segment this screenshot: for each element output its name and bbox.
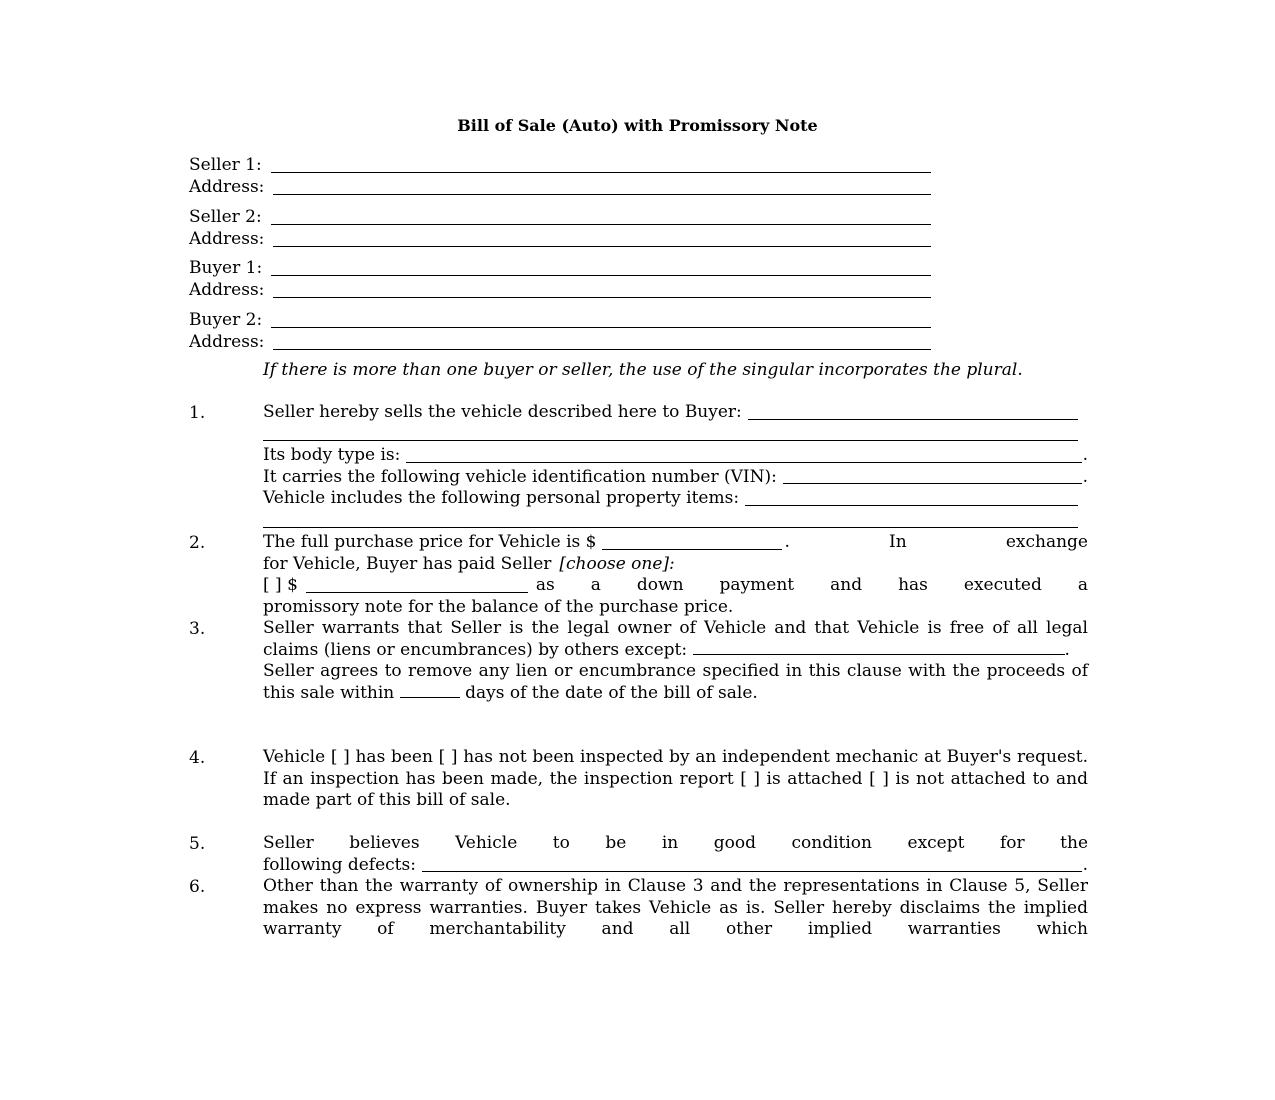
buyer-1-line[interactable] (271, 275, 931, 276)
body-type-label: Its body type is: (263, 445, 401, 466)
vin-period: . (1082, 466, 1088, 487)
buyer-2-label: Buyer 2: (189, 310, 263, 330)
clause-3-warranty: Seller warrants that Seller is the legal owner of Vehicle and that Vehicle is free of all legal claims (liens or encumbrances) by others except: . (263, 618, 1088, 660)
in-exchange-text: . In exchange (784, 532, 1088, 552)
purchase-price-label: The full purchase price for Vehicle is $ (263, 532, 597, 552)
buyer-1-label: Buyer 1: (189, 258, 263, 278)
body-type-line[interactable] (406, 462, 1081, 463)
clause-2-paid-row (263, 554, 1088, 576)
buyer-2-line[interactable] (271, 327, 931, 328)
defects-label: following defects: (263, 854, 416, 875)
down-payment-line[interactable] (306, 592, 528, 593)
clause-1 (263, 402, 1088, 532)
clause-1-vin-row (263, 467, 1088, 489)
down-payment-checkbox[interactable]: [ ] $ (263, 575, 298, 596)
seller-2-field[interactable] (189, 205, 931, 227)
paid-seller-text: for Vehicle, Buyer has paid Seller (263, 553, 552, 574)
personal-items-label: Vehicle includes the following personal property items: (263, 488, 740, 509)
clause-2-note-row (263, 597, 1088, 619)
vin-line[interactable] (783, 483, 1082, 484)
clause-3-warranty-text: Seller warrants that Seller is the legal owner of Vehicle and that Vehicle is free of all legal claims (liens or encumbrances) by others except: (263, 618, 1088, 660)
body-type-period: . (1082, 445, 1088, 466)
promissory-note-text: promissory note for the balance of the purchase price. (263, 596, 734, 617)
clause-3-number: 3. (189, 619, 206, 639)
clause-2-number: 2. (189, 533, 206, 553)
clause-5-row-1 (263, 833, 1088, 855)
seller-1-label: Seller 1: (189, 155, 262, 175)
clause-6-number: 6. (189, 877, 206, 897)
liens-line[interactable] (693, 654, 1065, 655)
defects-period: . (1082, 854, 1088, 875)
buyer-2-field[interactable] (189, 308, 931, 330)
buyer-1-address-field[interactable] (189, 278, 931, 300)
clause-3-removal (263, 661, 1088, 704)
choose-one-text: [choose one]: (559, 553, 675, 574)
clause-6-text: Other than the warranty of ownership in Clause 3 and the representations in Clause 5, Seller makes no express warranties. Buyer takes Vehicle as is. Seller hereby disclaims the implied warranty of merchantability and all other implied warranties which (263, 876, 1088, 940)
clause-6 (263, 876, 1088, 941)
plural-note: If there is more than one buyer or seller, the use of the singular incorporates the plural. (263, 360, 1023, 380)
clause-3-removal-text: Seller agrees to remove any lien or encumbrance specified in this clause with the proceeds of this sale within (263, 661, 1088, 703)
buyer-1-address-line[interactable] (273, 297, 931, 298)
seller-1-address-field[interactable] (189, 175, 931, 197)
vehicle-description-line-2[interactable] (263, 440, 1078, 441)
defects-line[interactable] (422, 871, 1082, 872)
seller-1-line[interactable] (271, 172, 931, 173)
clause-5 (263, 833, 1088, 876)
clause-3 (263, 618, 1088, 704)
clause-1-sells-row (263, 402, 1088, 424)
clause-4 (263, 747, 1088, 812)
clause-5-number: 5. (189, 834, 206, 854)
clause-1-number: 1. (189, 403, 206, 423)
personal-items-line-2[interactable] (263, 527, 1078, 528)
vehicle-description-line[interactable] (748, 419, 1078, 420)
clause-5-row-2 (263, 855, 1088, 877)
clause-1-sells-text: Seller hereby sells the vehicle described here to Buyer: (263, 402, 742, 422)
seller-1-address-label: Address: (189, 177, 265, 197)
clause-3-days-text: days of the date of the bill of sale. (465, 682, 758, 703)
seller-1-address-line[interactable] (273, 194, 931, 195)
clause-2-price-row (263, 532, 1088, 554)
buyer-1-address-label: Address: (189, 280, 265, 300)
seller-2-line[interactable] (271, 224, 931, 225)
clause-4-text: Vehicle [ ] has been [ ] has not been inspected by an independent mechanic at Buyer's request. If an inspection has been made, the inspection report [ ] is attached [ ] is not attached to and made part of this bill of sale. (263, 747, 1088, 811)
page-title: Bill of Sale (Auto) with Promissory Note (457, 116, 818, 135)
seller-2-address-line[interactable] (273, 246, 931, 247)
seller-2-address-field[interactable] (189, 227, 931, 249)
clause-1-items-continuation-row (263, 510, 1088, 532)
purchase-price-line[interactable] (602, 549, 782, 550)
personal-items-line[interactable] (745, 505, 1078, 506)
vin-label: It carries the following vehicle identification number (VIN): (263, 466, 777, 487)
clause-2 (263, 532, 1088, 618)
clause-2-down-payment-row (263, 575, 1088, 597)
clause-1-items-row (263, 488, 1088, 510)
clause-1-body-type-row (263, 445, 1088, 467)
clause-1-continuation-row (263, 424, 1088, 446)
days-line[interactable] (400, 697, 460, 698)
down-payment-text: as a down payment and has executed a (535, 575, 1088, 596)
buyer-2-address-line[interactable] (273, 349, 931, 350)
buyer-2-address-field[interactable] (189, 330, 931, 352)
seller-2-address-label: Address: (189, 229, 265, 249)
buyer-2-address-label: Address: (189, 332, 265, 352)
clause-4-number: 4. (189, 748, 206, 768)
seller-1-field[interactable] (189, 153, 931, 175)
clause-5-condition-text: Seller believes Vehicle to be in good condition except for the (263, 833, 1088, 853)
buyer-1-field[interactable] (189, 256, 931, 278)
seller-2-label: Seller 2: (189, 207, 262, 227)
